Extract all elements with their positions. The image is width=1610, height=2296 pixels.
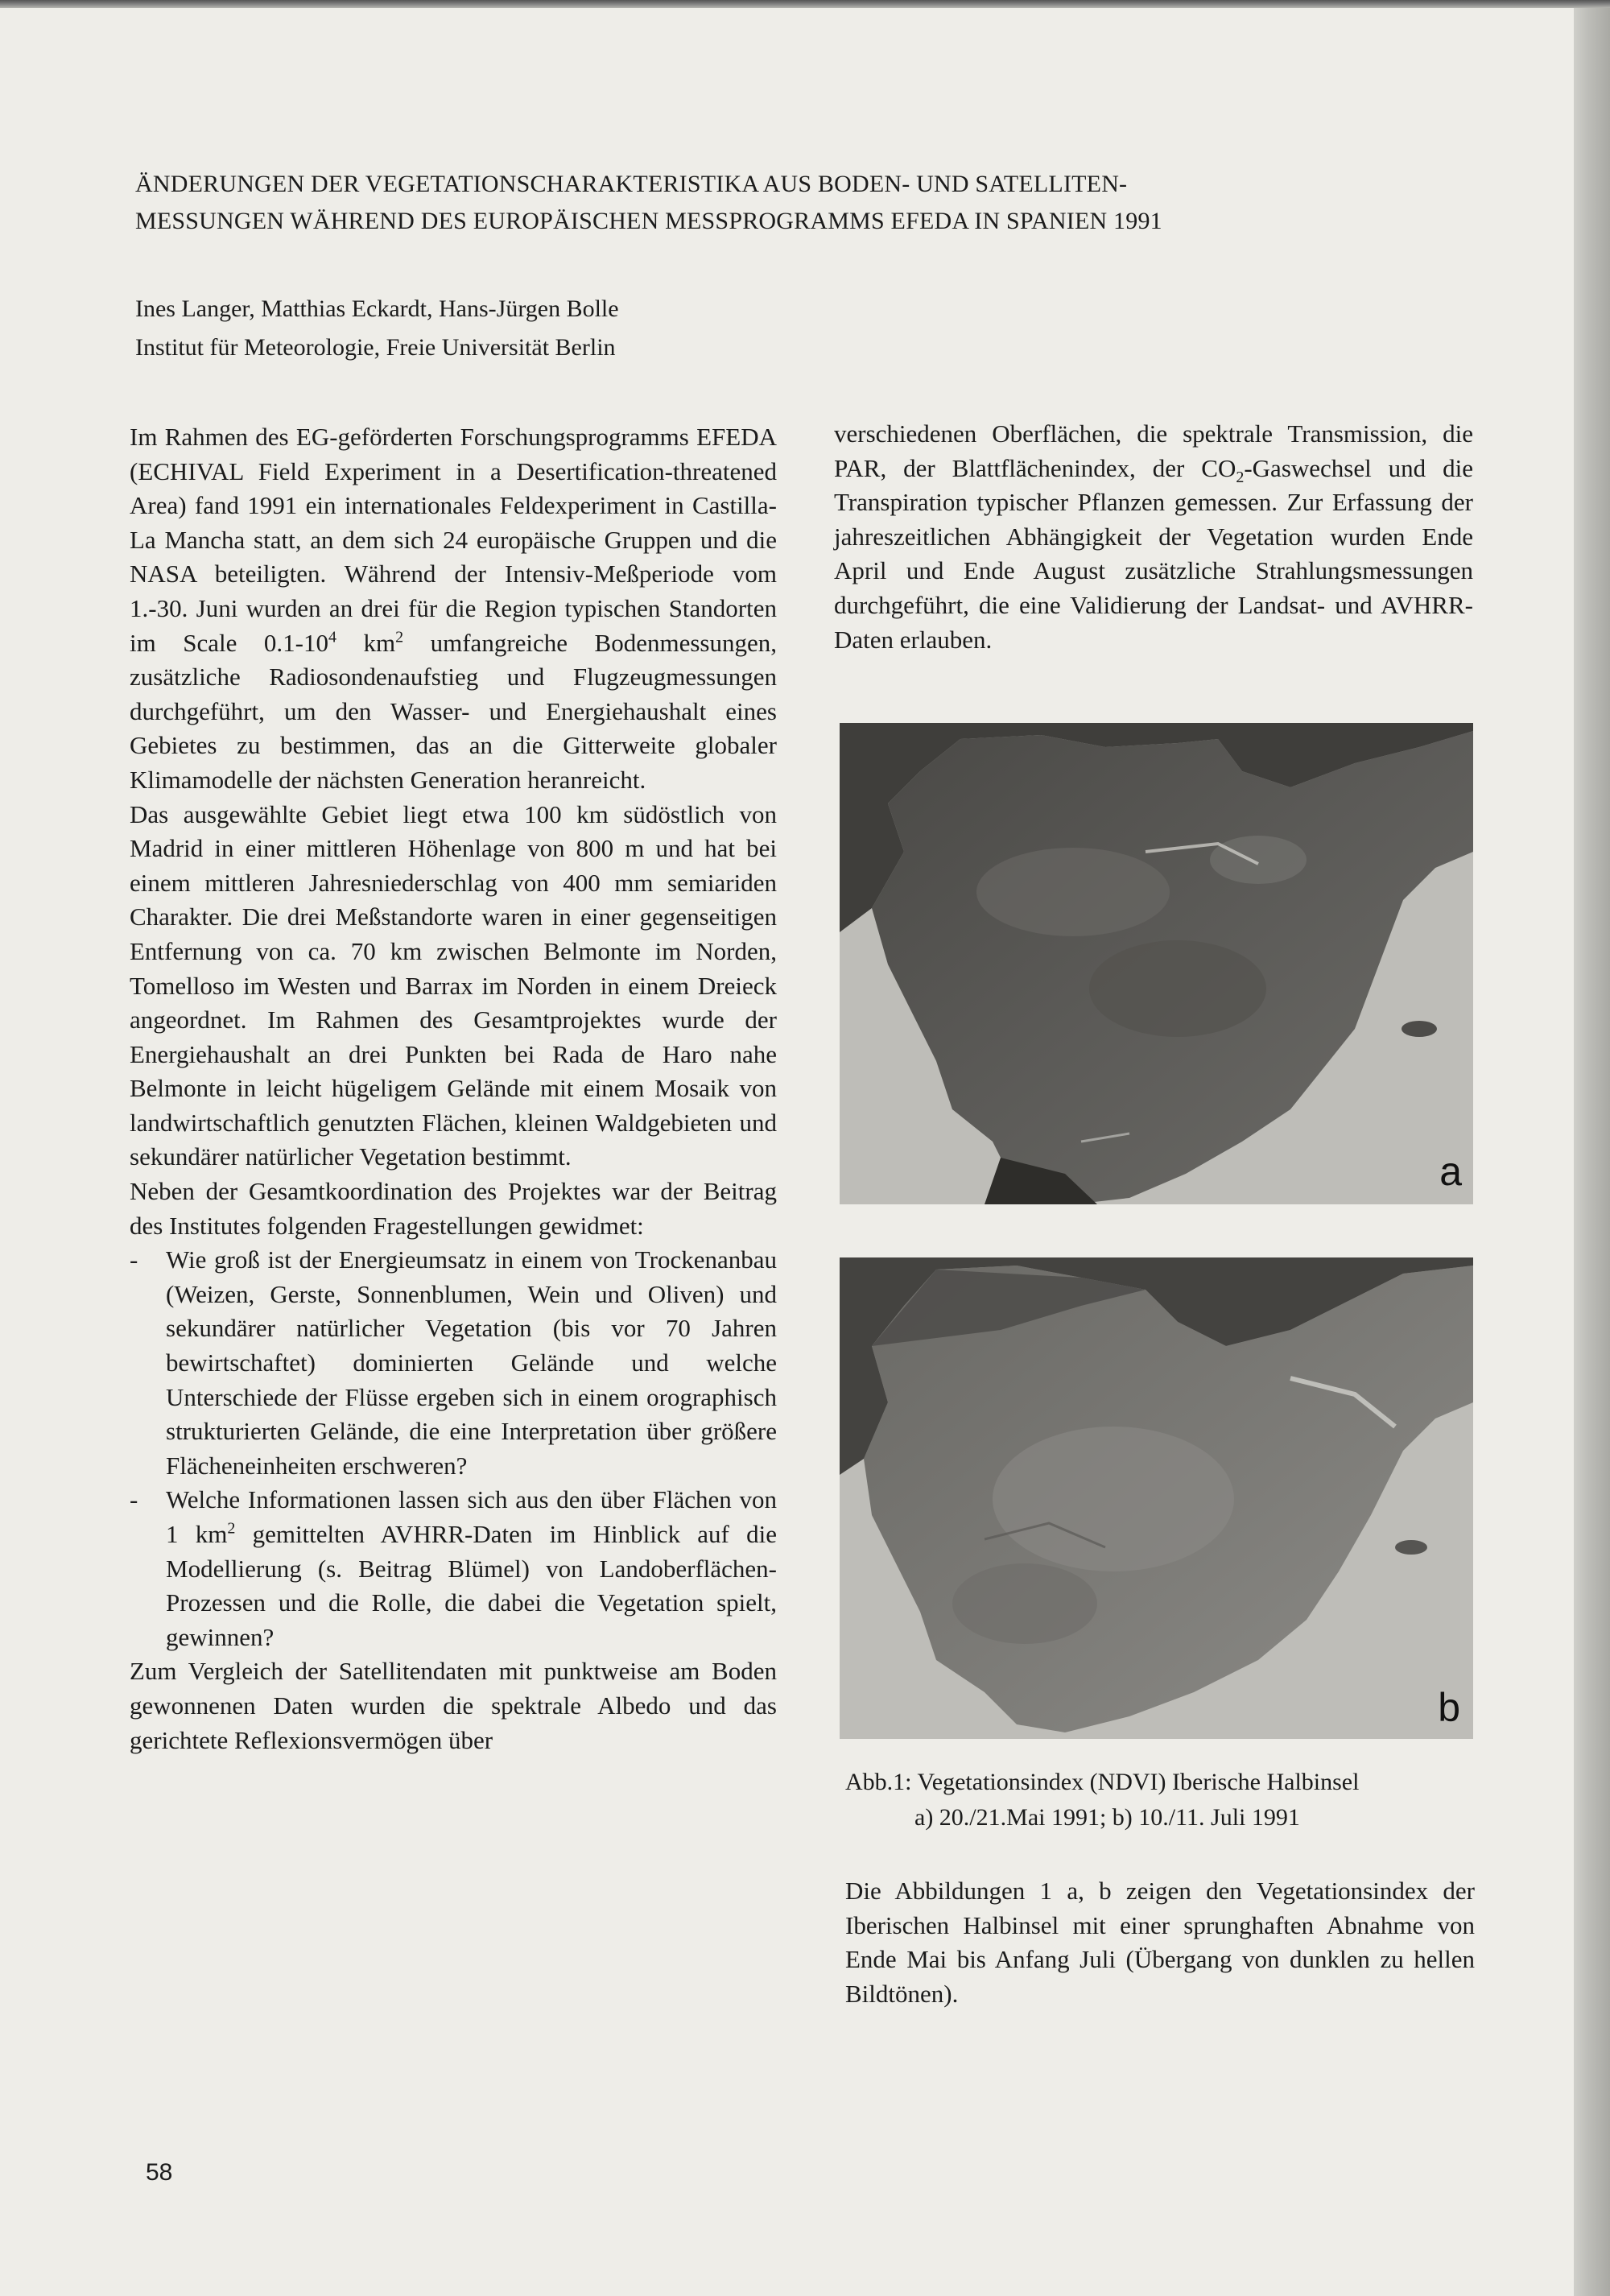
title-line-1: ÄNDERUNGEN DER VEGETATIONSCHARAKTERISTIKA AUS BODEN- UND SATELLITEN- [135,171,1128,197]
paragraph-4: Zum Vergleich der Satellitendaten mit punktweise am Boden gewonnenen Daten wurden die spektrale Albedo und das gerichtete Reflexionsvermögen über [130,1657,777,1754]
bullet-dash: - [130,1485,138,1514]
ndvi-image-b [840,1257,1473,1739]
iberia-satellite-image-july [840,1257,1473,1739]
paragraph-1: Im Rahmen des EG-geförderten Forschungsprogramms EFEDA (ECHIVAL Field Experiment in a Desertification-threatened Area) fand 1991 ein internationales Feldexperiment in Castilla-La Mancha statt, an dem sich 24 europäische Gruppen und die NASA beteiligten. Während der Intensiv-Meßperiode vom 1.-30. Juni wurden an drei für die Region typischen Standorten im Scale $0.1-10^4$ $km^2$ umfangreiche Bodenmessungen, zusätzliche Radiosondenaufstieg und Flugzeugmessungen durchgeführt, um den Wasser- und Energiehaushalt eines Gebietes zu bestimmen, das an die Gitterweite globaler Klimamodelle der nächsten Generation heranreicht. [130,423,777,794]
figure-label-b: b [1438,1685,1460,1730]
caption-line-2: a) 20./21.Mai 1991; b) 10./11. Juli 1991 [914,1804,1300,1831]
balearic-islands-b [1395,1540,1427,1555]
paragraph-3: Neben der Gesamtkoordination des Projektes war der Beitrag des Institutes folgenden Fragestellungen gewidmet: [130,1177,777,1240]
ndvi-image-a [840,723,1473,1204]
caption-line-1: Abb.1: Vegetationsindex (NDVI) Iberische Halbinsel [845,1769,1360,1795]
balearic-islands-a [1402,1021,1437,1037]
scan-top-edge [0,0,1610,8]
figure-label-a: a [1439,1149,1462,1194]
bullet-text-2: Welche Informationen lassen sich aus den über Flächen von 1 $km^2$ gemittelten AVHRR-Daten im Hinblick auf die Modellierung (s. Beitrag Blümel) von Landoberflächen-Prozessen und die Rolle, die dabei die Vegetation spielt, gewinnen? [166,1485,777,1651]
title-line-2: MESSUNGEN WÄHREND DES EUROPÄISCHEN MESSPROGRAMMS EFEDA IN SPANIEN 1991 [135,208,1162,234]
institute-name: Institut für Meteorologie, Freie Universität Berlin [135,334,616,361]
figure-caption [845,1765,1473,1836]
bullet-dash: - [130,1245,138,1274]
bullet-item-1 [130,1243,777,1483]
left-text-column [130,420,777,1757]
author-block [135,290,940,367]
bullet-text-1: Wie groß ist der Energieumsatz in einem von Trockenanbau (Weizen, Gerste, Sonnenblumen, Wein und Oliven) und sekundärer natürlicher Vegetation (bis vor 70 Jahren bewirtschaftet) dominierten Gelände und welche Unterschiede der Flüsse ergeben sich in einem orographisch strukturierten Gelände, die eine Interpretation über größere Flächeneinheiten erschweren? [166,1245,777,1480]
right-text-column [834,417,1473,657]
paragraph-right: verschiedenen Oberflächen, die spektrale Transmission, die PAR, der Blattflächenindex, der $CO_2$-Gaswechsel und die Transpiration typischer Pflanzen gemessen. Zur Erfassung der jahreszeitlichen Abhängigkeit der Vegetation wurden Ende April und Ende August zusätzliche Strahlungsmessungen durchgeführt, die eine Validierung der Landsat- und AVHRR-Daten erlauben. [834,419,1473,654]
iberia-satellite-image-may [840,723,1473,1204]
paragraph-2: Das ausgewählte Gebiet liegt etwa 100 km südöstlich von Madrid in einer mittleren Höhenlage von 800 m und hat bei einem mittleren Jahresniederschlag von 400 mm semiariden Charakter. Die drei Meßstandorte waren in einer gegenseitigen Entfernung von ca. 70 km zwischen Belmonte im Norden, Tomelloso im Westen und Barrax im Norden in einem Dreieck angeordnet. Im Rahmen des Gesamtprojektes wurde der Energiehaushalt an drei Punkten bei Rada de Haro nahe Belmonte in leicht hügeligem Gelände mit einem Mosaik von landwirtschaftlich genutzten Flächen, kleinen Waldgebieten und sekundärer natürlicher Vegetation bestimmt. [130,799,777,1171]
page-edge-shadow [1574,0,1610,2296]
bullet-item-2 [130,1483,777,1654]
figure-description: Die Abbildungen 1 a, b zeigen den Vegetationsindex der Iberischen Halbinsel mit einer sprunghaften Abnahme von Ende Mai bis Anfang Juli (Übergang von dunklen zu hellen Bildtönen). [845,1877,1475,2008]
page-number: 58 [146,2159,173,2186]
article-title [135,166,1439,240]
author-names: Ines Langer, Matthias Eckardt, Hans-Jürgen Bolle [135,295,619,322]
